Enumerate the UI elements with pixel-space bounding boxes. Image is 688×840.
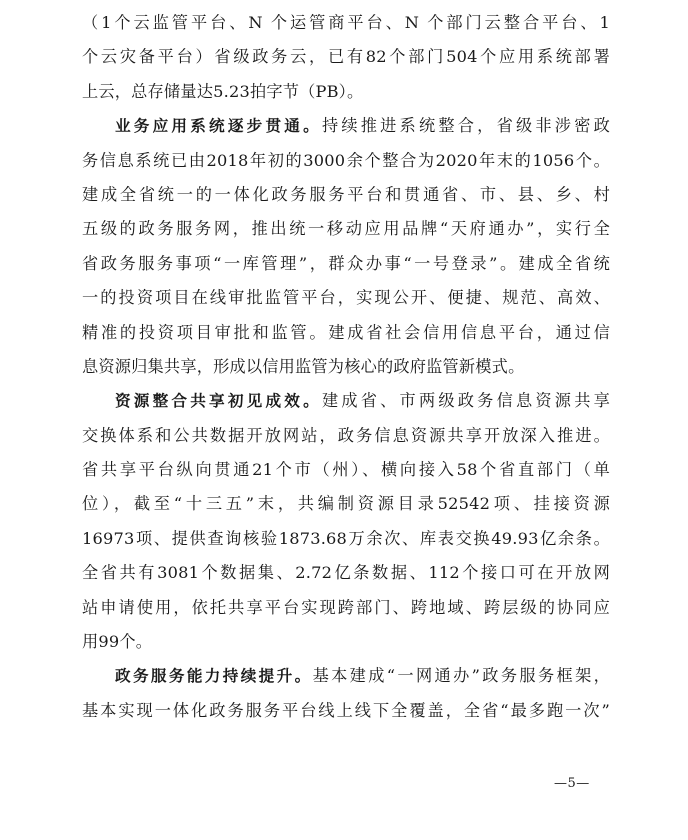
text-line: 精准的投资项目审批和监管。建成省社会信用信息平台，通过信 (82, 322, 610, 342)
text-line: （1个云监管平台、N 个运管商平台、N 个部门云整合平台、1 (82, 13, 610, 32)
text-line: 五级的政务服务网，推出统一移动应用品牌“天府通办”，实行全 (82, 219, 610, 239)
paragraph-business-apps (82, 109, 610, 384)
text-line: 16973项、提供查询核验1873.68万余次、库表交换49.93亿余条。 (82, 528, 610, 548)
text-fragment: 基本建成“一网通办”政务服务框架， (312, 666, 611, 686)
text-line: 位），截至“十三五”末，共编制资源目录52542项、挂接资源 (82, 494, 610, 514)
text-line: 省政务服务事项“一库管理”，群众办事“一号登录”。建成全省统 (82, 253, 610, 273)
document-body (82, 6, 610, 728)
text-line: 个云灾备平台）省级政务云，已有82个部门504个应用系统部署 (82, 47, 610, 67)
text-fragment: 持续推进系统整合，省级非涉密政 (321, 116, 611, 136)
text-line: 基本实现一体化政务服务平台线上线下全覆盖，全省“最多跑一次” (82, 700, 610, 720)
text-line: 务信息系统已由2018年初的3000余个整合为2020年末的1056个。 (82, 150, 610, 170)
text-line (82, 659, 610, 693)
text-line: 站申请使用，依托共享平台实现跨部门、跨地域、跨层级的协同应 (82, 597, 610, 617)
paragraph-gov-cloud (82, 6, 610, 109)
page-number: —5— (554, 776, 590, 791)
text-line: 息资源归集共享，形成以信用监管为核心的政府监管新模式。 (82, 356, 525, 376)
section-heading-business-apps: 业务应用系统逐步贯通。 (115, 117, 322, 136)
text-line: 一的投资项目在线审批监管平台，实现公开、便捷、规范、高效、 (82, 288, 610, 308)
text-line: 省共享平台纵向贯通21个市（州）、横向接入58个省直部门（单 (82, 460, 610, 480)
text-line: 建成全省统一的一体化政务服务平台和贯通省、市、县、乡、村 (82, 184, 610, 204)
text-line: 交换体系和公共数据开放网站，政务信息资源共享开放深入推进。 (82, 425, 610, 445)
section-heading-resource-sharing: 资源整合共享初见成效。 (115, 392, 322, 411)
text-line: 用99个。 (82, 632, 153, 652)
text-line: 上云，总存储量达5.23拍字节（PB）。 (82, 81, 364, 101)
text-fragment: 建成省、市两级政务信息资源共享 (321, 391, 611, 411)
text-line: 全省共有3081个数据集、2.72亿条数据、112个接口可在开放网 (82, 563, 610, 583)
text-line (82, 109, 610, 143)
paragraph-gov-services (82, 659, 610, 728)
text-line (82, 384, 610, 418)
section-heading-gov-services: 政务服务能力持续提升。 (115, 667, 313, 686)
paragraph-resource-sharing (82, 384, 610, 659)
